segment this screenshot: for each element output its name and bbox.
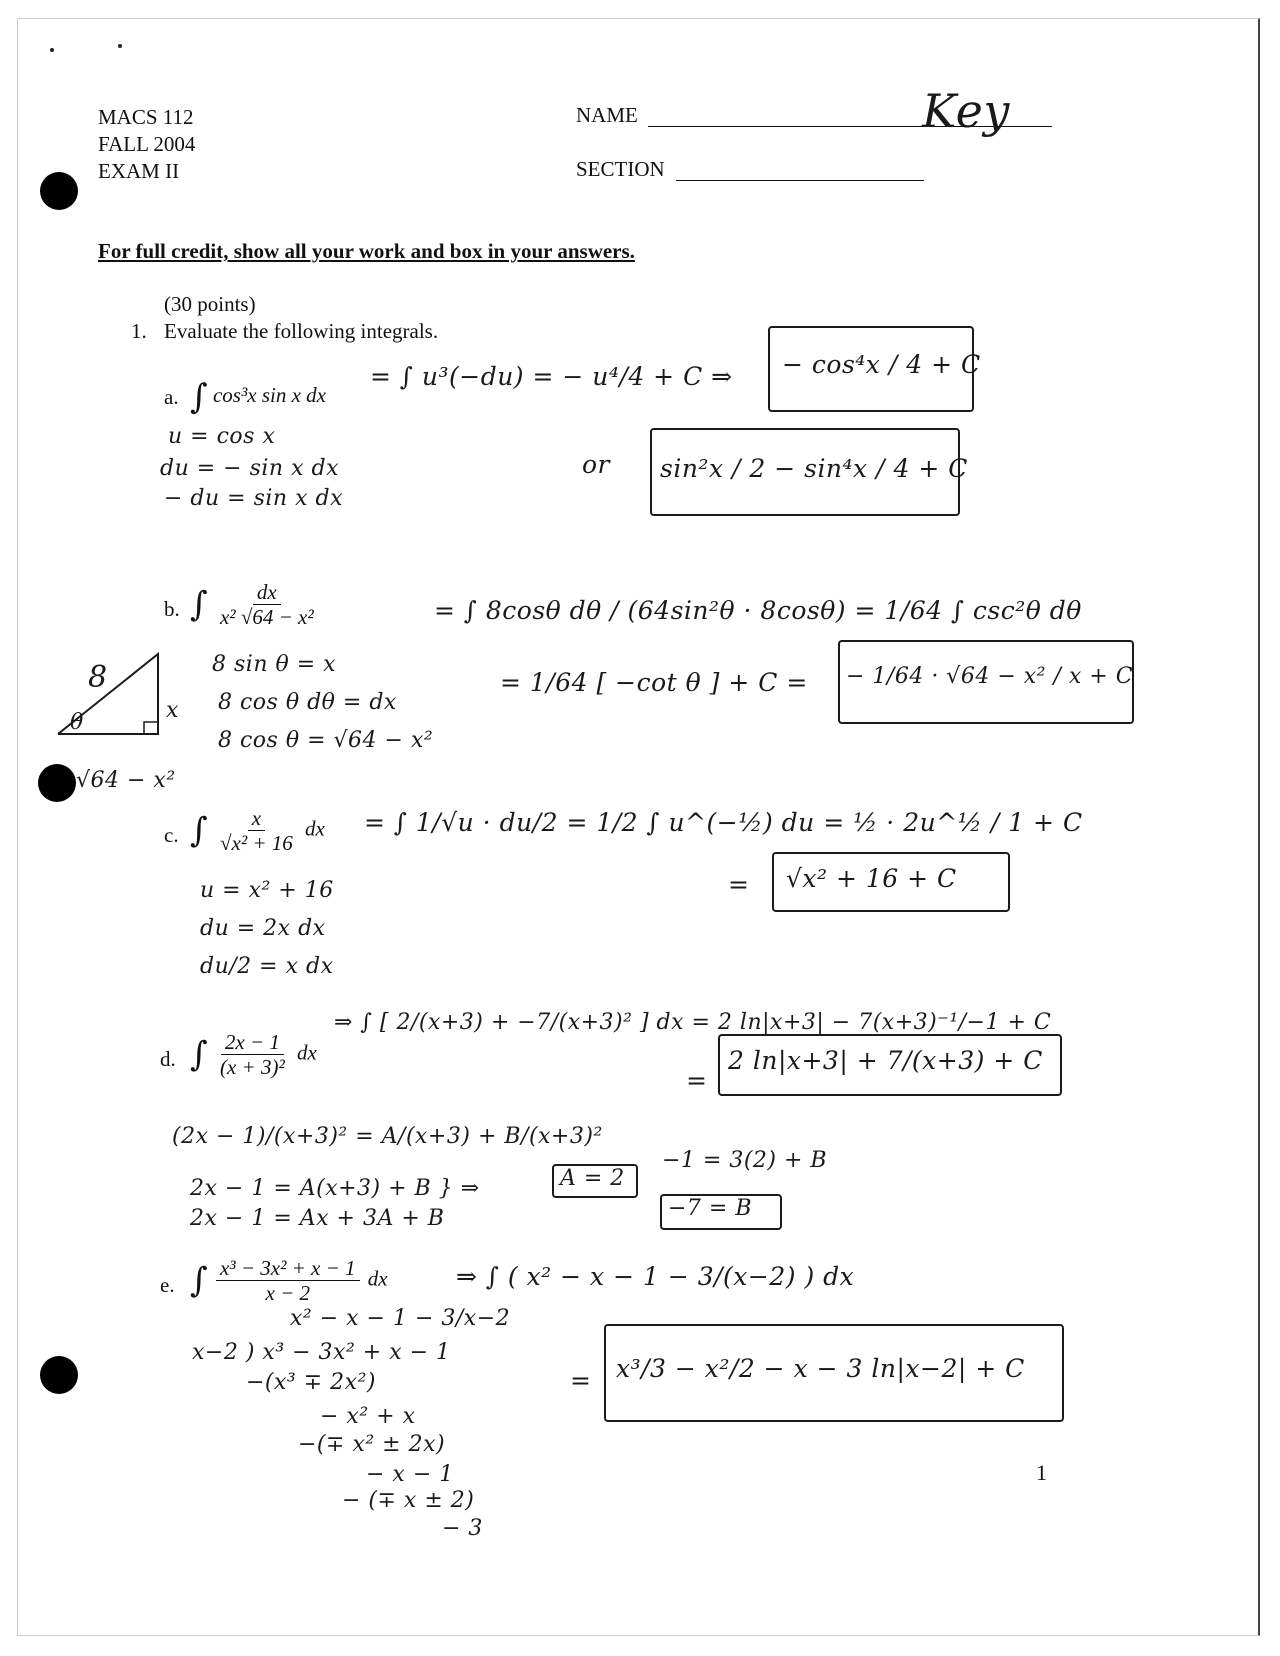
part-e-div-step-1: −(x³ ∓ 2x²) [246,1370,376,1395]
part-d-pf-3: 2x − 1 = Ax + 3A + B [190,1206,445,1231]
part-c-integral [190,806,325,855]
part-e-div-quotient: x² − x − 1 − 3/x−2 [290,1306,511,1331]
question-prompt: Evaluate the following integrals. [164,319,439,343]
part-d-equals: = [686,1066,708,1095]
part-e-equals: = [570,1366,592,1395]
part-e-label: e. [160,1273,175,1297]
name-label: NAME [576,103,638,127]
part-d-fraction [216,1030,289,1079]
part-d-b-equation: −1 = 3(2) + B [662,1148,828,1173]
part-e-div-remainder: − 3 [442,1516,483,1541]
part-c-equals: = [728,870,750,899]
section-line [676,160,924,181]
part-c-work: = ∫ 1/√u · du/2 = 1/2 ∫ u^(−½) du = ½ · 2u^½ / 1 + C [364,808,1083,837]
part-e-fraction [216,1256,360,1305]
part-a-work: = ∫ u³(−du) = − u⁴/4 + C ⇒ [370,362,733,391]
integral-sign: ∫ [190,377,208,417]
part-d-pf-1: (2x − 1)/(x+3)² = A/(x+3) + B/(x+3)² [172,1124,603,1149]
part-b-numerator: dx [253,580,281,605]
part-e-div-step-3: −(∓ x² ± 2x) [298,1432,446,1457]
part-e-work: ⇒ ∫ ( x² − x − 1 − 3/(x−2) ) dx [456,1262,855,1291]
exam-title: EXAM II [98,159,180,183]
part-b-answer: − 1/64 · √64 − x² / x + C [846,664,1134,689]
part-b-denominator: x² √64 − x² [219,605,314,630]
term: FALL 2004 [98,132,196,156]
integral-sign: ∫ [190,584,208,625]
part-a-sub-1: u = cos x [168,424,276,449]
part-c-fraction [216,806,297,855]
part-d-answer: 2 ln|x+3| + 7/(x+3) + C [728,1046,1043,1075]
part-c-sub-3: du/2 = x dx [200,954,334,979]
section-label: SECTION [576,157,665,181]
part-a-alt-prefix: or [582,450,611,479]
part-c-answer: √x² + 16 + C [786,864,957,893]
part-a-sub-3: − du = sin x dx [164,486,343,511]
part-b-sub-3: 8 cos θ = √64 − x² [218,728,434,753]
part-e-div-step-2: − x² + x [320,1404,416,1429]
part-a-integral [190,376,326,419]
part-b-integral [190,580,321,629]
binder-hole-bottom [40,1356,78,1394]
part-b-sub-2: 8 cos θ dθ = dx [218,690,397,715]
part-b-label: b. [164,597,180,621]
part-c-numerator: x [248,806,265,831]
binder-hole-middle [38,764,76,802]
scan-speck [50,48,54,52]
binder-hole-top [40,172,78,210]
part-b-work-2: = 1/64 [ −cot θ ] + C = [500,668,808,697]
integral-sign: ∫ [190,1260,208,1301]
part-b-fraction [216,580,318,629]
part-d-numerator: 2x − 1 [221,1030,284,1055]
part-a-sub-2: du = − sin x dx [160,456,339,481]
part-d-integral [190,1030,317,1079]
part-a-label: a. [164,385,179,409]
instructions: For full credit, show all your work and box in your answers. [98,239,635,263]
part-a-alt-answer: sin²x / 2 − sin⁴x / 4 + C [660,454,968,483]
name-value: Key [922,84,1010,138]
integral-sign: ∫ [190,1034,208,1075]
triangle-opposite: x [166,698,179,723]
question-number: 1. [131,319,147,343]
part-d-a-value: A = 2 [560,1166,625,1191]
part-d-work-1: ⇒ ∫ [ 2/(x+3) + −7/(x+3)² ] dx = 2 ln|x+3| − 7(x+3)⁻¹/−1 + C [334,1010,1052,1035]
integral-sign: ∫ [190,810,208,851]
part-e-div-step-4: − x − 1 [366,1462,454,1487]
part-e-integral [190,1256,388,1305]
part-c-sub-1: u = x² + 16 [200,878,334,903]
part-e-div-step-5: − (∓ x ± 2) [342,1488,475,1513]
part-c-denominator: √x² + 16 [219,831,293,856]
part-e-answer: x³/3 − x²/2 − x − 3 ln|x−2| + C [616,1354,1025,1383]
triangle-hypotenuse: 8 [88,660,108,695]
part-c-label: c. [164,823,179,847]
part-b-work-1: = ∫ 8cosθ dθ / (64sin²θ · 8cosθ) = 1/64 ∫ csc²θ dθ [434,596,1082,625]
part-c-differential: dx [305,816,325,841]
triangle-angle: θ [70,710,84,735]
part-d-b-value: −7 = B [668,1196,753,1221]
page-number: 1 [1036,1460,1047,1485]
part-e-numerator: x³ − 3x² + x − 1 [216,1256,360,1281]
part-e-div-dividend: x−2 ) x³ − 3x² + x − 1 [192,1340,451,1365]
part-d-denominator: (x + 3)² [219,1055,285,1080]
right-angle-mark [144,722,158,734]
part-b-sub-1: 8 sin θ = x [212,652,337,677]
part-c-sub-2: du = 2x dx [200,916,326,941]
part-e-denominator: x − 2 [265,1281,310,1306]
part-a-answer: − cos⁴x / 4 + C [782,350,981,379]
part-e-differential: dx [367,1266,388,1291]
question-points: (30 points) [164,292,256,316]
part-d-pf-2: 2x − 1 = A(x+3) + B } ⇒ [190,1176,480,1201]
part-d-label: d. [160,1047,176,1071]
part-d-differential: dx [297,1040,317,1065]
course-code: MACS 112 [98,105,194,129]
scan-speck [118,44,122,48]
triangle-adjacent: √64 − x² [76,768,176,793]
part-a-integrand: cos³x sin x dx [212,383,326,408]
